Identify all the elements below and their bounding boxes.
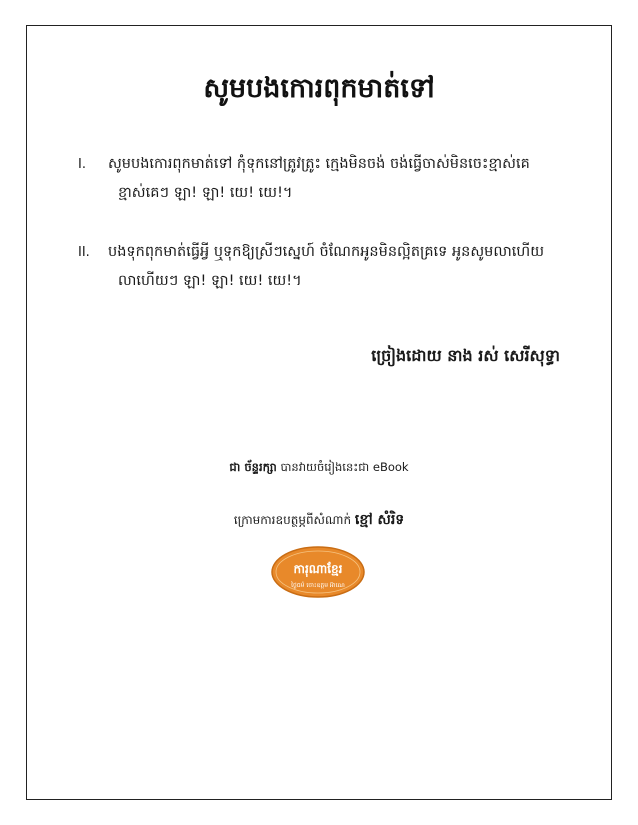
verse-line: ខ្មាស់គេៗ ឡា! ឡា! យេ! យេ!។ [118, 185, 293, 201]
page-border [26, 25, 612, 800]
sponsor-name: ខ្មៅ សំរិទ [354, 512, 405, 528]
verse-2 [78, 238, 584, 296]
typist-name: ជា ច័ន្ទរក្សា [229, 460, 277, 474]
logo-main-text: ការុណាខ្មែរ [293, 562, 343, 576]
verse-line: លាហើយៗ ឡា! ឡា! យេ! យេ!។ [118, 273, 302, 289]
singer-credit: ច្រៀងដោយ នាង រស់ សេរីសុទ្ធា [371, 346, 560, 365]
verse-line: សូមបងកោរពុកមាត់ទៅ កុំទុកនៅត្រូវត្រូះ ក្មេងមិនចង់ ចង់ធ្វើចាស់មិនចេះខ្មាស់គេ [108, 156, 530, 172]
verse-number: II. [78, 245, 90, 260]
verse-line: បងទុកពុកមាត់ធ្វើអ្វី ឬទុកឱ្យស្រីៗស្នេហ៍ ចំណែកអូនមិនល្អិតគ្រទេ អូនសូមលាហើយ [108, 244, 545, 260]
verse-number: I. [78, 157, 86, 172]
ebook-note-text: បានវាយចំរៀងនេះជា eBook [276, 460, 409, 474]
song-title: សូមបងកោរពុកមាត់ទៅ [203, 73, 435, 104]
sponsor-note [0, 510, 638, 531]
ebook-note [0, 460, 638, 477]
sponsor-note-text: ក្រោមការឧបត្ថម្ភពីសំណាក់ [233, 513, 355, 527]
verse-1 [78, 150, 584, 208]
logo-sub-text: ថ្ងៃធម៌ ចោះឧត្តម អ៊ាណេ [291, 582, 345, 589]
karuna-khmer-logo [270, 545, 366, 599]
